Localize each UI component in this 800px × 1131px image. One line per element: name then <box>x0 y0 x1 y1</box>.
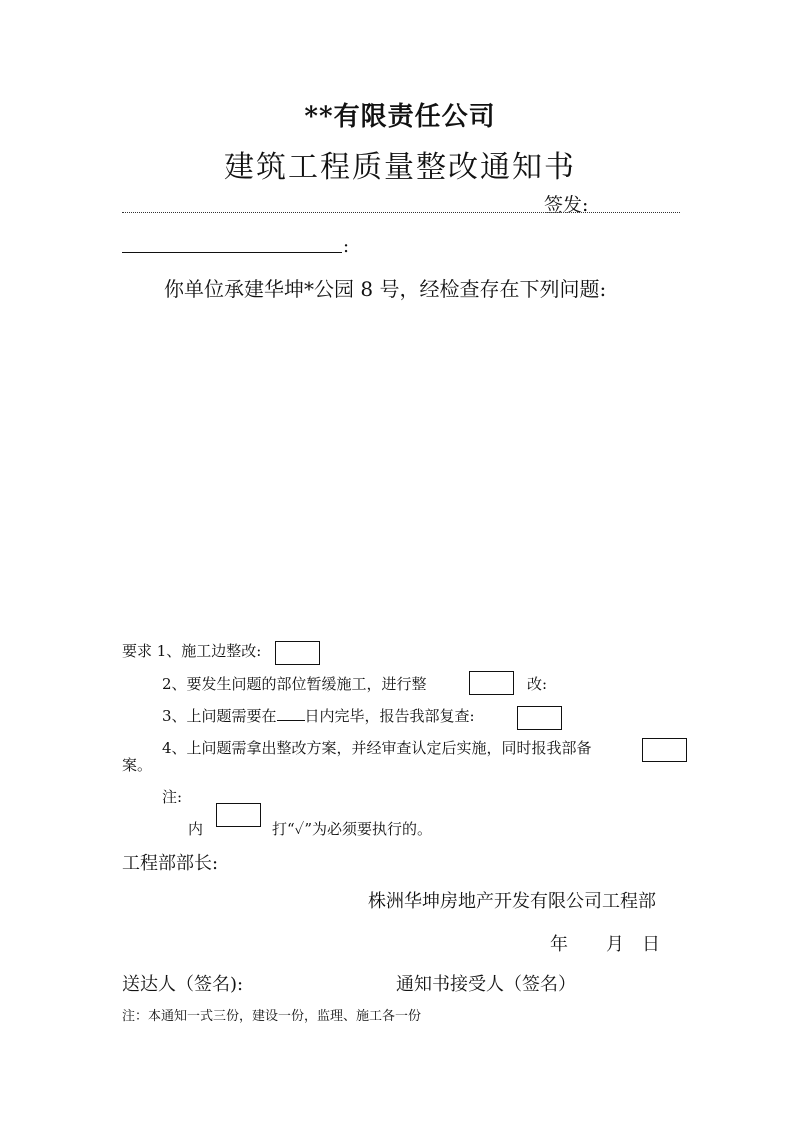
note-mark-text: 打“✓”为必须要执行的。 <box>272 820 433 838</box>
date-year: 年 <box>550 934 568 955</box>
requirement-4-line1: 4、上问题需拿出整改方案，并经审查认定后实施，同时报我部备 <box>162 739 592 757</box>
requirement-3-prefix: 3、上问题需要在 <box>162 707 277 725</box>
recipient-colon: : <box>343 236 350 257</box>
footer-note: 注：本通知一式三份，建设一份，监理、施工各一份 <box>122 1009 422 1024</box>
requirement-3-suffix: 日内完毕，报告我部复查: <box>304 707 475 725</box>
requirement-4-line2: 案。 <box>122 756 153 774</box>
date-month: 月 <box>606 934 624 955</box>
receiver-signature-label: 通知书接受人（签名） <box>396 974 576 995</box>
requirement-3-text <box>162 705 475 726</box>
company-name: **有限责任公司 <box>304 102 496 132</box>
note-example-box <box>216 803 261 827</box>
sender-signature-label: 送达人（签名): <box>122 974 244 995</box>
document-title: 建筑工程质量整改通知书 <box>224 150 576 185</box>
requirement-3-checkbox[interactable] <box>517 706 562 730</box>
requirement-2-suffix: 改: <box>527 675 548 693</box>
note-label: 注: <box>162 788 183 806</box>
note-inside: 内 <box>188 820 204 838</box>
days-blank[interactable] <box>277 706 305 721</box>
date-day: 日 <box>642 934 660 955</box>
requirement-2-checkbox[interactable] <box>469 671 514 695</box>
requirement-2-text: 2、要发生问题的部位暂缓施工，进行整 <box>162 675 427 693</box>
issuer-name: 株洲华坤房地产开发有限公司工程部 <box>368 891 656 912</box>
manager-label: 工程部部长: <box>122 853 219 874</box>
sign-issue-label: 签发: <box>544 194 589 216</box>
requirement-1-checkbox[interactable] <box>275 641 320 665</box>
intro-text: 你单位承建华坤*公园 8 号，经检查存在下列问题: <box>164 277 607 301</box>
requirement-4-checkbox[interactable] <box>642 738 687 762</box>
requirement-1: 要求 1、施工边整改: <box>122 642 262 660</box>
recipient-blank-line[interactable] <box>122 234 342 253</box>
dotted-divider <box>122 212 680 213</box>
